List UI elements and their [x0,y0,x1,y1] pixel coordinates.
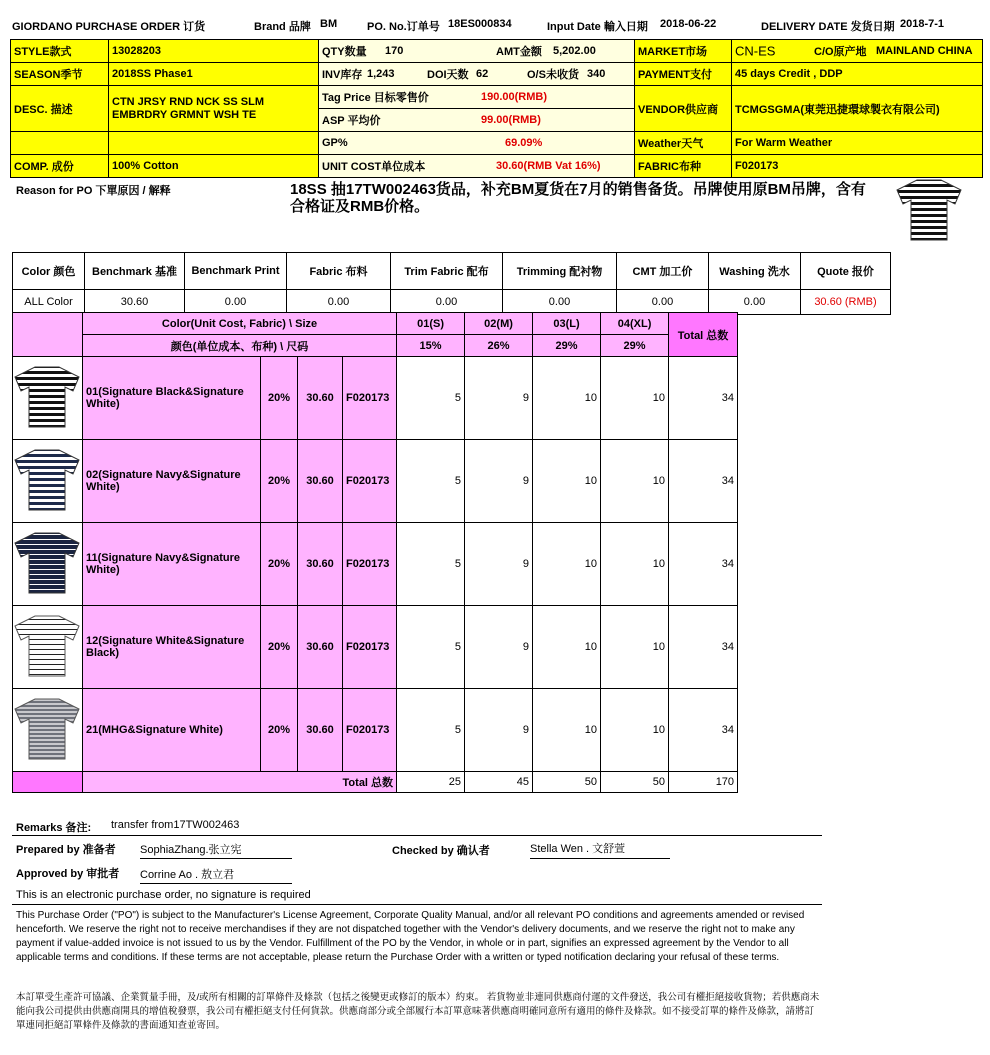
table-row [13,523,738,606]
color-pct: 20% [261,357,298,440]
qty-xl: 10 [601,440,669,523]
bench-header-color: Color 颜色 [13,253,85,290]
gp-label: GP% [322,137,348,149]
terms-english: This Purchase Order ("PO") is subject to the Manufacturer's License Agreement, Corporate Quality Manual, and/or all relevant PO conditions and agreements amended or revised henceforth. We reserve the right not to receive merchandises if they are not dispatched together with the Vendor's delivery documents, and we reserve the right not to make any payment if value-added invoice is not issued to us by the Vendor. Fulfillment of the PO by the Vendor, in whole or in part, signifies an expressed agreement by the Vendor to all applicable terms and conditions. If these terms are not acceptable, please return the Purchase Order with a written or typed notification declaring your refusal of these terms. [16,910,805,963]
color-fabric: F020173 [343,523,397,606]
comp-value: 100% Cotton [109,155,319,178]
terms-chinese: 本訂單受生產許可協議、企業質量手冊，及/或所有相關的訂單條件及條款（包括之後變更或修訂的版本）約束。 若貨物並非連同供應商付運的文件發送，我公司有權拒絕接收貨物；若供應商未能向我公司提供由供應商開具的增值稅發票，我公司有權拒絕支付任何貨款。供應商部分或全部履行本訂單意味著供應商明確同意所有適用的條件及條款。如不接受訂單的條件及條款，請將訂單連同拒絕訂單條件及條款的書面通知查並寄回。 [16,992,820,1031]
color-cost: 30.60 [298,440,343,523]
bench-value-quote: 30.60 (RMB) [801,290,891,315]
gp-cell [319,132,635,155]
qty-xl: 10 [601,606,669,689]
qty-m: 9 [465,357,533,440]
season-value: 2018SS Phase1 [109,63,319,86]
sum-xl: 50 [601,772,669,793]
bench-header-benchmark-print: Benchmark Print [185,253,287,290]
bench-header-cmt: CMT 加工价 [617,253,709,290]
os-value: 340 [587,68,606,80]
qty-value: 170 [385,45,404,57]
delivery-date-value: 2018-7-1 [900,18,945,30]
brand-label: Brand 品牌 [254,21,311,33]
weather-label: Weather天气 [635,132,732,155]
color-thumbnail-cell [13,606,83,689]
checked-by-value: Stella Wen . 文舒萱 [530,840,670,859]
approved-by-value: Corrine Ao . 敖立君 [140,866,292,884]
qty-l: 10 [533,689,601,772]
po-header [12,18,972,36]
checked-by-label: Checked by 确认者 [392,845,490,857]
inv-label: INV库存 [322,69,363,81]
shirt-grey-stripe-image [13,697,81,761]
style-label: STYLE款式 [11,40,109,63]
qty-l: 10 [533,606,601,689]
gp-value: 69.09% [505,137,543,149]
vendor-value: TCMGSGMA(東莞迅捷環球製衣有限公司) [732,86,983,132]
color-fabric: F020173 [343,689,397,772]
po-number-label: PO. No.订单号 [367,21,440,33]
color-name: 11(Signature Navy&Signature White) [83,523,261,606]
delivery-date-label: DELIVERY DATE 发货日期 [761,21,895,33]
market-co-cell [732,40,983,63]
tag-price-cell [319,86,635,109]
qty-s: 5 [397,689,465,772]
asp-cell [319,109,635,132]
bench-value-fabric: 0.00 [287,290,391,315]
bench-value-benchmark-print: 0.00 [185,290,287,315]
prepared-by-value: SophiaZhang.张立宪 [140,841,292,859]
bench-value-color: ALL Color [13,290,85,315]
shirt-navy-dense-stripe-image [13,531,81,595]
amt-label: AMT金额 [496,46,542,58]
unit-cost-label: UNIT COST单位成本 [322,161,426,173]
size-pct-xl: 29% [601,335,669,357]
fabric-value: F020173 [732,155,983,178]
grand-total: 170 [669,772,738,793]
row-total: 34 [669,606,738,689]
color-cost: 30.60 [298,606,343,689]
doi-value: 62 [476,68,489,80]
season-label: SEASON季节 [11,63,109,86]
table-row [13,440,738,523]
shirt-white-thin-stripe-image [13,614,81,678]
color-pct: 20% [261,440,298,523]
sum-s: 25 [397,772,465,793]
market-value: CN-ES [735,43,776,59]
qty-label: QTY数量 [322,46,367,58]
company-title: GIORDANO PURCHASE ORDER 订货 [12,21,206,33]
po-info-grid [10,39,983,178]
row-total: 34 [669,689,738,772]
inv-doi-os-cell [319,63,635,86]
table-row [13,606,738,689]
qty-l: 10 [533,523,601,606]
desc-value: CTN JRSY RND NCK SS SLM EMBRDRY GRMNT WSH TE [109,86,319,132]
bench-value-trimming: 0.00 [503,290,617,315]
color-fabric: F020173 [343,440,397,523]
size-header-xl: 04(XL) [601,313,669,335]
reason-text: 18SS 抽17TW002463货品，补充BM夏货在7月的销售备货。吊牌使用原BM吊牌，含有合格证及RMB价格。 [290,181,866,215]
size-header-m: 02(M) [465,313,533,335]
qty-m: 9 [465,440,533,523]
co-value: MAINLAND CHINA [876,45,973,57]
qty-m: 9 [465,689,533,772]
bench-value-cmt: 0.00 [617,290,709,315]
color-cost: 30.60 [298,523,343,606]
qty-s: 5 [397,523,465,606]
prepared-by-label: Prepared by 准备者 [16,844,116,856]
totals-row [13,772,738,793]
electronic-note: This is an electronic purchase order, no signature is required [16,889,311,901]
bench-header-trim-fabric: Trim Fabric 配布 [391,253,503,290]
shirt-black-stripe-image [13,365,81,429]
size-matrix-table [12,312,738,793]
desc-label: DESC. 描述 [11,86,109,132]
inv-value: 1,243 [367,68,395,80]
qty-l: 10 [533,440,601,523]
shirt-navy-stripe-image [13,448,81,512]
matrix-title-cn: 颜色(单位成本、布种) \ 尺码 [83,335,397,357]
color-name: 21(MHG&Signature White) [83,689,261,772]
brand-value: BM [320,18,338,30]
product-thumbnail-image [895,178,963,242]
color-fabric: F020173 [343,606,397,689]
qty-s: 5 [397,357,465,440]
matrix-corner [13,313,83,357]
blank-label [11,132,109,155]
size-header-s: 01(S) [397,313,465,335]
payment-value: 45 days Credit , DDP [732,63,983,86]
bench-value-trim-fabric: 0.00 [391,290,503,315]
color-cost: 30.60 [298,357,343,440]
reason-label: Reason for PO 下單原因 / 解释 [16,185,171,197]
color-pct: 20% [261,523,298,606]
qty-amt-cell [319,40,635,63]
color-cost: 30.60 [298,689,343,772]
market-label: MARKET市场 [635,40,732,63]
asp-label: ASP 平均价 [322,115,381,127]
weather-value: For Warm Weather [732,132,983,155]
qty-l: 10 [533,357,601,440]
color-thumbnail-cell [13,440,83,523]
color-name: 02(Signature Navy&Signature White) [83,440,261,523]
unit-cost-cell [319,155,635,178]
size-pct-l: 29% [533,335,601,357]
co-label: C/O原产地 [814,46,867,58]
input-date-value: 2018-06-22 [660,18,717,30]
sum-l: 50 [533,772,601,793]
matrix-title-en: Color(Unit Cost, Fabric) \ Size [83,313,397,335]
input-date-label: Input Date 輸入日期 [547,21,648,33]
payment-label: PAYMENT支付 [635,63,732,86]
table-row [13,357,738,440]
totals-label: Total 总数 [83,772,397,793]
qty-xl: 10 [601,357,669,440]
os-label: O/S未收货 [527,69,579,81]
row-total: 34 [669,523,738,606]
color-fabric: F020173 [343,357,397,440]
color-thumbnail-cell [13,523,83,606]
bench-header-fabric: Fabric 布料 [287,253,391,290]
vendor-label: VENDOR供应商 [635,86,732,132]
color-name: 12(Signature White&Signature Black) [83,606,261,689]
bench-header-quote: Quote 报价 [801,253,891,290]
qty-xl: 10 [601,689,669,772]
color-pct: 20% [261,689,298,772]
amt-value: 5,202.00 [553,45,596,57]
row-total: 34 [669,357,738,440]
sum-m: 45 [465,772,533,793]
tag-price-label: Tag Price 目标零售价 [322,92,429,104]
color-thumbnail-cell [13,689,83,772]
bench-header-trimming: Trimming 配衬物 [503,253,617,290]
total-header: Total 总数 [669,313,738,357]
approved-by-label: Approved by 审批者 [16,868,120,880]
bench-header-benchmark: Benchmark 基准 [85,253,185,290]
po-number-value: 18ES000834 [448,18,512,30]
remarks-value: transfer from17TW002463 [111,819,240,831]
doi-label: DOI天数 [427,69,469,81]
qty-m: 9 [465,606,533,689]
fabric-label: FABRIC布种 [635,155,732,178]
row-total: 34 [669,440,738,523]
qty-s: 5 [397,606,465,689]
size-pct-s: 15% [397,335,465,357]
size-header-l: 03(L) [533,313,601,335]
qty-s: 5 [397,440,465,523]
bench-header-washing: Washing 洗水 [709,253,801,290]
bench-value-benchmark: 30.60 [85,290,185,315]
qty-xl: 10 [601,523,669,606]
color-pct: 20% [261,606,298,689]
unit-cost-value: 30.60(RMB Vat 16%) [496,160,601,172]
table-row [13,689,738,772]
style-value: 13028203 [109,40,319,63]
qty-m: 9 [465,523,533,606]
benchmark-table [12,252,891,315]
asp-value: 99.00(RMB) [481,114,541,126]
comp-label: COMP. 成份 [11,155,109,178]
remarks-label: Remarks 备注: [16,822,92,834]
terms-divider [12,904,822,905]
color-name: 01(Signature Black&Signature White) [83,357,261,440]
blank-value [109,132,319,155]
size-pct-m: 26% [465,335,533,357]
remarks-divider [12,835,822,836]
bench-value-washing: 0.00 [709,290,801,315]
color-thumbnail-cell [13,357,83,440]
tag-price-value: 190.00(RMB) [481,91,548,103]
totals-blank [13,772,83,793]
